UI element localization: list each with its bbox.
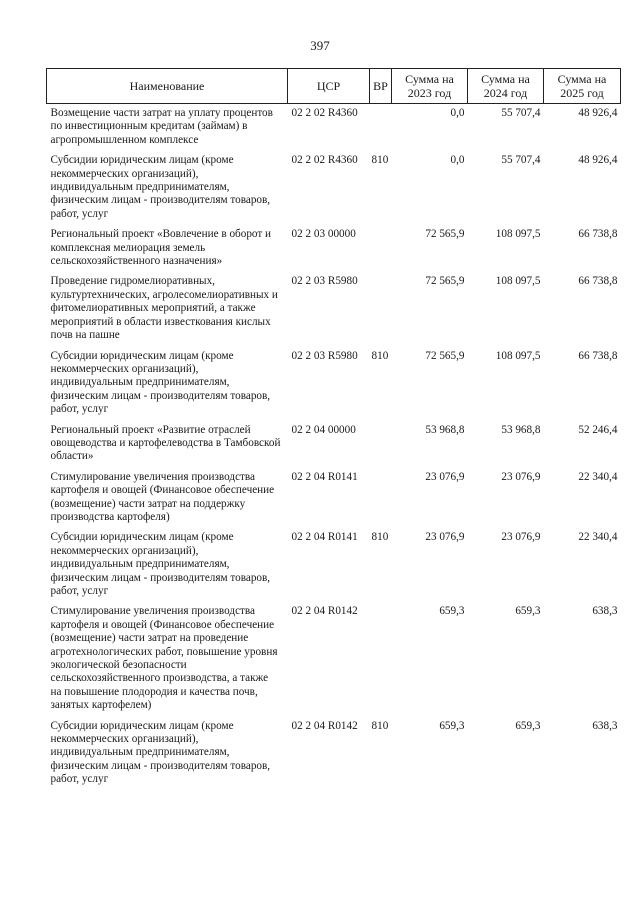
row-vr: 810 — [371, 719, 389, 732]
row-name: Возмещение части затрат на уплату процентов по инвестиционным кредитам (займам) в агропромышленном комплексе — [50, 107, 273, 146]
row-vr: 810 — [371, 531, 389, 544]
table-row — [47, 347, 621, 421]
table-row — [47, 468, 621, 529]
row-sum-2025: 638,3 — [592, 605, 618, 618]
budget-table — [46, 68, 621, 791]
row-vr: 810 — [371, 154, 389, 167]
table-row — [47, 528, 621, 602]
row-sum-2025: 52 246,4 — [578, 423, 618, 436]
row-sum-2023: 53 968,8 — [425, 423, 465, 436]
header-vr: ВР — [370, 69, 392, 104]
row-name: Региональный проект «Развитие отраслей овощеводства и картофелеводства в Тамбовской области» — [50, 423, 281, 463]
table-row — [47, 151, 621, 225]
table-body — [47, 104, 621, 791]
row-csr: 02 2 03 00000 — [291, 228, 356, 241]
row-sum-2023: 0,0 — [450, 154, 465, 167]
row-sum-2025: 66 738,8 — [578, 275, 618, 288]
table-header-row — [47, 69, 621, 104]
row-sum-2024: 659,3 — [515, 605, 541, 618]
table-row — [47, 225, 621, 272]
row-sum-2025: 66 738,8 — [578, 228, 618, 241]
header-csr: ЦСР — [288, 69, 370, 104]
row-csr: 02 2 04 00000 — [291, 423, 356, 436]
row-sum-2023: 659,3 — [439, 605, 465, 618]
row-name: Проведение гидромелиоративных, культуртехнических, агролесомелиоративных и фитомелиоративных мероприятий, а также мероприятий в области известкования кислых почв на пашне — [50, 275, 278, 342]
table-row — [47, 421, 621, 468]
row-csr: 02 2 02 R4360 — [291, 154, 358, 167]
table-row — [47, 104, 621, 152]
row-sum-2025: 48 926,4 — [578, 107, 618, 119]
row-csr: 02 2 03 R5980 — [291, 349, 358, 362]
row-sum-2023: 72 565,9 — [425, 349, 465, 362]
row-sum-2024: 108 097,5 — [495, 228, 541, 241]
row-sum-2024: 55 707,4 — [501, 154, 541, 167]
row-vr — [370, 468, 392, 529]
header-2023: Сумма на 2023 год — [392, 69, 468, 104]
row-csr: 02 2 04 R0141 — [291, 470, 358, 483]
row-name: Субсидии юридическим лицам (кроме некоммерческих организаций), индивидуальным предпринимателям, физическим лицам - производителям товаров, работ, услуг — [50, 531, 271, 597]
row-sum-2023: 23 076,9 — [425, 531, 465, 544]
row-csr: 02 2 04 R0142 — [291, 605, 358, 618]
row-name: Субсидии юридическим лицам (кроме некоммерческих организаций), индивидуальным предпринимателям, физическим лицам - производителям товаров, работ, услуг — [50, 719, 271, 786]
row-name: Субсидии юридическим лицам (кроме некоммерческих организаций), индивидуальным предпринимателям, физическим лицам - производителям товаров, работ, услуг — [50, 349, 271, 416]
row-sum-2023: 659,3 — [439, 719, 465, 732]
header-2024: Сумма на 2024 год — [468, 69, 544, 104]
row-sum-2024: 108 097,5 — [495, 349, 541, 362]
row-vr — [370, 104, 392, 152]
row-sum-2024: 53 968,8 — [501, 423, 541, 436]
page-number: 397 — [310, 38, 330, 53]
row-sum-2023: 72 565,9 — [425, 275, 465, 288]
table-row — [47, 272, 621, 346]
row-sum-2025: 638,3 — [592, 719, 618, 732]
row-vr: 810 — [371, 349, 389, 362]
row-csr: 02 2 04 R0142 — [291, 719, 358, 732]
row-csr: 02 2 04 R0141 — [291, 531, 358, 544]
row-sum-2023: 72 565,9 — [425, 228, 465, 241]
table-row — [47, 717, 621, 791]
row-sum-2024: 23 076,9 — [501, 531, 541, 544]
row-sum-2025: 22 340,4 — [578, 470, 618, 483]
row-name: Стимулирование увеличения производства картофеля и овощей (Финансовое обеспечение (возмещение) части затрат на поддержку производства картофеля) — [50, 470, 275, 523]
row-vr — [370, 272, 392, 346]
row-sum-2025: 66 738,8 — [578, 349, 618, 362]
table-row — [47, 602, 621, 716]
row-name: Субсидии юридическим лицам (кроме некоммерческих организаций), индивидуальным предпринимателям, физическим лицам - производителям товаров, работ, услуг — [50, 154, 271, 220]
row-vr — [370, 225, 392, 272]
row-sum-2024: 23 076,9 — [501, 470, 541, 483]
header-2025: Сумма на 2025 год — [544, 69, 621, 104]
row-csr: 02 2 03 R5980 — [291, 275, 358, 288]
row-name: Региональный проект «Вовлечение в оборот и комплексная мелиорация земель сельскохозяйственного назначения» — [50, 228, 272, 268]
row-sum-2024: 108 097,5 — [495, 275, 541, 288]
row-sum-2023: 23 076,9 — [425, 470, 465, 483]
row-sum-2025: 22 340,4 — [578, 531, 618, 544]
row-name: Стимулирование увеличения производства картофеля и овощей (Финансовое обеспечение (возмещение) части затрат на проведение агротехнологических работ, повышение уровня экологической безопасности сельскохозяйственного производства, а также на повышение плодородия и качества почв, занятых картофелем) — [50, 605, 278, 712]
row-sum-2024: 659,3 — [515, 719, 541, 732]
row-sum-2025: 48 926,4 — [578, 154, 618, 167]
row-vr — [370, 602, 392, 716]
row-csr: 02 2 02 R4360 — [291, 107, 358, 119]
row-vr — [370, 421, 392, 468]
row-sum-2024: 55 707,4 — [501, 107, 541, 119]
row-sum-2023: 0,0 — [450, 107, 465, 119]
header-name: Наименование — [47, 69, 288, 104]
